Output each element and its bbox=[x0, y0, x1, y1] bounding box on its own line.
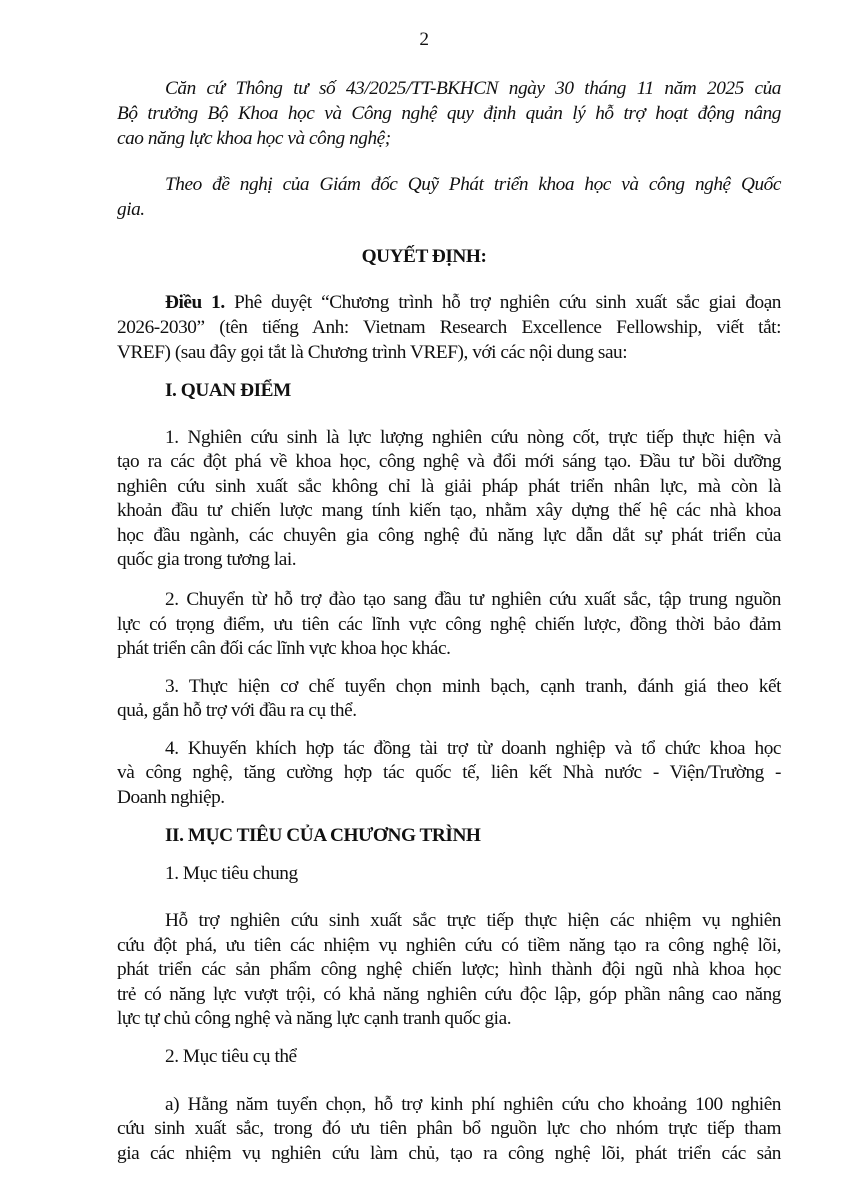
general-goal-line: phát triển các sản phẩm công nghệ chiến lược; hình thành đội ngũ nhà khoa học bbox=[117, 959, 781, 980]
general-goal-heading: 1. Mục tiêu chung bbox=[165, 863, 298, 884]
general-goal-line: cứu đột phá, ưu tiên các nhiệm vụ nghiên cứu có tiềm năng tạo ra công nghệ lõi, bbox=[117, 935, 781, 956]
specific-goal-a-line: cứu sinh xuất sắc, trong đó ưu tiên phân bổ nguồn lực cho nhóm trực tiếp tham bbox=[117, 1118, 781, 1139]
section1-item3-line: 3. Thực hiện cơ chế tuyển chọn minh bạch, cạnh tranh, đánh giá theo kết bbox=[165, 676, 781, 697]
section1-item2-line: 2. Chuyển từ hỗ trợ đào tạo sang đầu tư nghiên cứu xuất sắc, tập trung nguồn bbox=[165, 589, 781, 610]
basis-line: cao năng lực khoa học và công nghệ; bbox=[117, 128, 391, 149]
proposal-line: Theo đề nghị của Giám đốc Quỹ Phát triển khoa học và công nghệ Quốc bbox=[165, 174, 781, 195]
basis-line: Bộ trưởng Bộ Khoa học và Công nghệ quy định quản lý hỗ trợ hoạt động nâng bbox=[117, 103, 781, 124]
specific-goals-heading: 2. Mục tiêu cụ thể bbox=[165, 1046, 297, 1067]
general-goal-line: lực tự chủ công nghệ và năng lực cạnh tranh quốc gia. bbox=[117, 1008, 512, 1029]
section1-item4-line: 4. Khuyến khích hợp tác đồng tài trợ từ doanh nghiệp và tổ chức khoa học bbox=[165, 738, 781, 759]
article1-label: Điều 1. bbox=[165, 292, 225, 313]
article1-line bbox=[165, 291, 781, 315]
section1-item1-line: quốc gia trong tương lai. bbox=[117, 549, 297, 570]
section1-item1-line: tạo ra các đột phá về khoa học, công nghệ và đổi mới sáng tạo. Đầu tư bồi dưỡng bbox=[117, 451, 781, 472]
section1-item1-line: nghiên cứu sinh xuất sắc không chỉ là giải pháp phát triển nhân lực, mà còn là bbox=[117, 476, 781, 497]
decision-title: QUYẾT ĐỊNH: bbox=[361, 246, 487, 267]
section1-item3-line: quả, gắn hỗ trợ với đầu ra cụ thể. bbox=[117, 700, 357, 721]
section1-heading: I. QUAN ĐIỂM bbox=[165, 380, 291, 401]
proposal-line: gia. bbox=[117, 199, 145, 220]
specific-goal-a-line: gia các nhiệm vụ nghiên cứu làm chủ, tạo ra công nghệ lõi, phát triển các sản bbox=[117, 1143, 781, 1164]
article1-line: 2026-2030” (tên tiếng Anh: Vietnam Research Excellence Fellowship, viết tắt: bbox=[117, 317, 781, 338]
section1-item4-line: Doanh nghiệp. bbox=[117, 787, 225, 808]
basis-line: Căn cứ Thông tư số 43/2025/TT-BKHCN ngày 30 tháng 11 năm 2025 của bbox=[165, 78, 781, 99]
article1-text: Phê duyệt “Chương trình hỗ trợ nghiên cứu sinh xuất sắc giai đoạn bbox=[224, 292, 781, 313]
general-goal-line: trẻ có năng lực vượt trội, có khả năng nghiên cứu độc lập, góp phần nâng cao năng bbox=[117, 984, 781, 1005]
section1-item4-line: và công nghệ, tăng cường hợp tác quốc tế, liên kết Nhà nước - Viện/Trường - bbox=[117, 762, 781, 783]
general-goal-line: Hỗ trợ nghiên cứu sinh xuất sắc trực tiếp thực hiện các nhiệm vụ nghiên bbox=[165, 910, 781, 931]
specific-goal-a-line: a) Hằng năm tuyển chọn, hỗ trợ kinh phí nghiên cứu cho khoảng 100 nghiên bbox=[165, 1094, 781, 1115]
section1-item1-line: khoản đầu tư chiến lược mang tính kiến tạo, nhằm xây dựng thế hệ các nhà khoa bbox=[117, 500, 781, 521]
section2-heading: II. MỤC TIÊU CỦA CHƯƠNG TRÌNH bbox=[165, 825, 481, 846]
page-number: 2 bbox=[419, 29, 429, 50]
section1-item1-line: học đầu ngành, các chuyên gia công nghệ đủ năng lực dẫn dắt sự phát triển của bbox=[117, 525, 781, 546]
article1-line: VREF) (sau đây gọi tắt là Chương trình VREF), với các nội dung sau: bbox=[117, 342, 628, 363]
section1-item1-line: 1. Nghiên cứu sinh là lực lượng nghiên cứu nòng cốt, trực tiếp thực hiện và bbox=[165, 427, 781, 448]
section1-item2-line: phát triển cân đối các lĩnh vực khoa học khác. bbox=[117, 638, 451, 659]
section1-item2-line: lực có trọng điểm, ưu tiên các lĩnh vực công nghệ chiến lược, đồng thời bảo đảm bbox=[117, 614, 781, 635]
